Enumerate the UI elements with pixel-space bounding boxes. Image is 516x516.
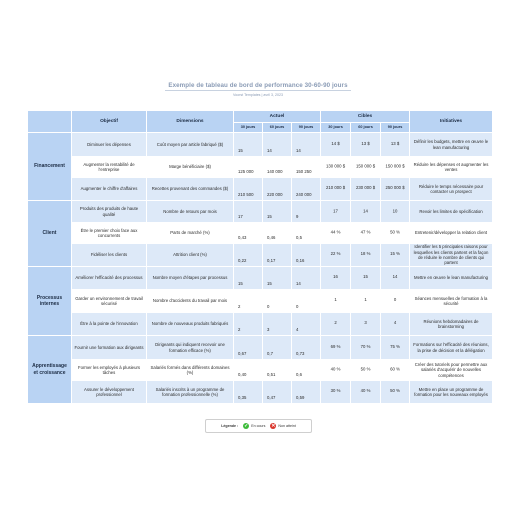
- table-row: [28, 201, 492, 222]
- actuel-cell: [263, 157, 291, 177]
- actuel-cell: [234, 313, 262, 335]
- cibles-cell: [321, 360, 350, 380]
- actuel-cell-value: 0,6: [296, 371, 302, 377]
- actuel-cell-value: 0,67: [238, 350, 247, 356]
- header-dimensions: Dimensions: [147, 111, 233, 132]
- legend-label: Légende :: [221, 424, 239, 428]
- legend-not-met: [270, 423, 295, 429]
- header-actuel: Actuel: [234, 111, 320, 122]
- table-row: [28, 290, 492, 312]
- table-row: [28, 133, 492, 156]
- check-icon: ✓: [244, 422, 249, 429]
- page-subtitle: Voorst Templates | avril 3, 2023: [232, 93, 283, 97]
- category-cell: Processus internes: [28, 267, 71, 335]
- header-blank: [28, 111, 71, 132]
- cibles-cell-value: 250 000 $: [385, 185, 405, 190]
- table-row: [28, 313, 492, 335]
- actuel-cell-value: 9: [296, 213, 299, 219]
- initiative-cell: Réduire les dépenses et augmenter les ventes: [410, 157, 492, 177]
- cibles-cell: [381, 244, 409, 266]
- initiative-cell: Revoir les limites de spécification: [410, 201, 492, 222]
- cibles-cell-value: 40 %: [330, 366, 341, 372]
- page-title: Exemple de tableau de bord de performance 30-60-90 jours: [168, 82, 348, 89]
- initiative-cell: Définir les budgets, mettre en œuvre le lean manufacturing: [410, 133, 492, 156]
- cibles-cell: [381, 381, 409, 403]
- actuel-cell: [292, 201, 320, 222]
- actuel-cell-value: 0,5: [296, 234, 302, 240]
- kpi-table-body: [28, 133, 492, 403]
- cibles-cell-value: 69 %: [330, 343, 341, 349]
- cibles-cell-value: 17: [333, 207, 338, 213]
- actuel-cell: [263, 360, 291, 380]
- cibles-cell-value: 15 %: [390, 251, 400, 256]
- actuel-cell: [292, 178, 320, 200]
- cibles-cell-value: 40 %: [360, 388, 371, 393]
- actuel-cell: [263, 223, 291, 243]
- objectif-cell: Fournir une formation aux dirigeants: [72, 336, 146, 359]
- actuel-cell: [234, 133, 262, 156]
- cibles-cell-value: 130 000 $: [325, 163, 346, 169]
- cibles-cell-value: 150 000 $: [355, 163, 376, 169]
- cibles-cell: [381, 133, 409, 156]
- cibles-cell-value: 1: [334, 297, 337, 302]
- actuel-cell: [234, 201, 262, 222]
- cibles-cell-value: 1: [364, 297, 367, 302]
- header-initiatives: Initiatives: [410, 111, 492, 132]
- cibles-cell: [351, 244, 380, 266]
- objectif-cell: Produits des produits de haute qualité: [72, 201, 146, 222]
- cibles-cell: [321, 178, 350, 200]
- table-row: [28, 336, 492, 359]
- actuel-cell-value: 0,7: [267, 350, 273, 356]
- legend-on-track-label: En cours: [251, 424, 266, 428]
- actuel-cell-value: 240 000: [296, 191, 312, 197]
- cibles-cell: [381, 360, 409, 380]
- actuel-cell: [292, 336, 320, 359]
- header-actuel-30: 30 jours: [234, 123, 262, 132]
- actuel-cell: [292, 381, 320, 403]
- actuel-cell: [263, 267, 291, 289]
- cibles-cell: [321, 223, 350, 243]
- dimension-cell: Recettes provenant des commandes ($): [147, 178, 233, 200]
- objectif-cell: Assurer le développement professionnel: [72, 381, 146, 403]
- kpi-table: [27, 110, 493, 404]
- cibles-cell-value: 44 %: [330, 229, 341, 235]
- cibles-cell: [351, 267, 380, 289]
- dimension-cell: Salariés formés dans différents domaines (%): [147, 360, 233, 380]
- initiative-cell: Créer des tutoriels pour permettre aux salariés d'acquérir de nouvelles compétences: [410, 360, 492, 380]
- table-row: [28, 223, 492, 243]
- cibles-cell-value: 50 %: [360, 366, 371, 372]
- cibles-cell: [321, 290, 350, 312]
- table-row: [28, 157, 492, 177]
- actuel-cell: [292, 157, 320, 177]
- objectif-cell: Former les employés à plusieurs tâches: [72, 360, 146, 380]
- cibles-cell-value: 13 $: [390, 140, 400, 146]
- objectif-cell: Augmenter la rentabilité de l'entreprise: [72, 157, 146, 177]
- actuel-cell-value: 140 000: [267, 168, 283, 174]
- actuel-cell-value: 14: [267, 147, 272, 153]
- actuel-cell: [234, 178, 262, 200]
- cibles-cell-value: 150 000 $: [385, 163, 405, 169]
- actuel-cell-value: 14: [296, 280, 301, 286]
- actuel-cell: [292, 290, 320, 312]
- actuel-cell: [234, 223, 262, 243]
- actuel-cell: [292, 313, 320, 335]
- cibles-cell: [321, 201, 350, 222]
- actuel-cell: [292, 223, 320, 243]
- actuel-cell-value: 2: [238, 303, 241, 309]
- actuel-cell-value: 0,73: [296, 350, 305, 356]
- cibles-cell-value: 16: [333, 274, 338, 279]
- initiative-cell: Formations sur l'efficacité des réunions, la prise de décision et la délégation: [410, 336, 492, 359]
- actuel-cell-value: 0,17: [267, 257, 276, 263]
- actuel-cell-value: 0,40: [238, 371, 247, 377]
- legend-not-met-label: Non atteint: [278, 424, 296, 428]
- actuel-cell: [263, 178, 291, 200]
- initiative-cell: Réduire le temps nécessaire pour contacter un prospect: [410, 178, 492, 200]
- actuel-cell-value: 4: [296, 326, 299, 332]
- cibles-cell-value: 14: [363, 207, 368, 213]
- cibles-cell-value: 3: [364, 320, 367, 325]
- actuel-cell-value: 17: [238, 213, 243, 219]
- actuel-cell: [234, 290, 262, 312]
- actuel-cell: [234, 157, 262, 177]
- actuel-cell: [234, 267, 262, 289]
- cibles-cell: [351, 336, 380, 359]
- table-row: [28, 178, 492, 200]
- actuel-cell-value: 0,46: [267, 234, 276, 240]
- cibles-cell: [381, 267, 409, 289]
- dimension-cell: Nombre de retours par mois: [147, 201, 233, 222]
- cibles-cell: [381, 336, 409, 359]
- cibles-cell: [321, 313, 350, 335]
- initiative-cell: Identifier les 5 principales raisons pour lesquelles les clients partent et la façon de réduire le nombre de clients qui partent: [410, 244, 492, 266]
- initiative-cell: Mettre en place un programme de formation pour les nouveaux employés: [410, 381, 492, 403]
- actuel-cell-value: 0,16: [296, 257, 305, 263]
- actuel-cell-value: 150 250: [296, 168, 312, 174]
- table-row: [28, 267, 492, 289]
- dimension-cell: Nombre moyen d'étapes par processus: [147, 267, 233, 289]
- title-divider: [165, 90, 351, 91]
- dimension-cell: Marge bénéficiaire ($): [147, 157, 233, 177]
- cibles-cell-value: 230 000 $: [355, 185, 376, 190]
- cibles-cell: [321, 336, 350, 359]
- dimension-cell: Attrition client (%): [147, 244, 233, 266]
- actuel-cell-value: 0,22: [238, 257, 247, 263]
- cibles-cell: [351, 178, 380, 200]
- actuel-cell-value: 0,51: [267, 371, 276, 377]
- actuel-cell: [263, 290, 291, 312]
- category-cell: Apprentissage et croissance: [28, 336, 71, 403]
- cibles-cell: [381, 157, 409, 177]
- actuel-cell: [263, 336, 291, 359]
- actuel-cell-value: 15: [238, 280, 243, 286]
- cibles-cell: [351, 201, 380, 222]
- cibles-cell: [381, 223, 409, 243]
- objectif-cell: Améliorer l'efficacité des processus: [72, 267, 146, 289]
- cibles-cell-value: 0: [393, 297, 397, 302]
- dimension-cell: Parts de marché (%): [147, 223, 233, 243]
- cibles-cell-value: 13 $: [361, 140, 370, 146]
- cibles-cell-value: 22 %: [330, 251, 341, 256]
- actuel-cell: [234, 360, 262, 380]
- cibles-cell: [321, 133, 350, 156]
- cibles-cell-value: 2: [334, 320, 337, 325]
- actuel-cell-value: 0: [296, 303, 299, 309]
- header-cibles-90: 90 jours: [381, 123, 409, 132]
- table-row: [28, 360, 492, 380]
- cibles-cell: [321, 244, 350, 266]
- legend: [205, 419, 312, 433]
- actuel-cell: [234, 381, 262, 403]
- cibles-cell: [351, 290, 380, 312]
- actuel-cell-value: 0,43: [238, 234, 247, 240]
- header-actuel-60: 60 jours: [263, 123, 291, 132]
- cibles-cell: [351, 157, 380, 177]
- cibles-cell-value: 50 %: [390, 229, 400, 235]
- actuel-cell-value: 15: [267, 280, 272, 286]
- dimension-cell: Coût moyen par article fabriqué ($): [147, 133, 233, 156]
- cibles-cell-value: 10: [392, 207, 398, 213]
- dimension-cell: Nombre d'accidents du travail par mois: [147, 290, 233, 312]
- table-row: [28, 381, 492, 403]
- cibles-cell: [381, 178, 409, 200]
- header-actuel-90: 90 jours: [292, 123, 320, 132]
- actuel-cell-value: 15: [267, 213, 272, 219]
- actuel-cell: [292, 244, 320, 266]
- header-cibles-30: 30 jours: [321, 123, 350, 132]
- cibles-cell: [351, 133, 380, 156]
- category-cell: Client: [28, 201, 71, 266]
- initiative-cell: Entretenir/développer la relation client: [410, 223, 492, 243]
- cross-icon: ✕: [271, 422, 276, 429]
- dimension-cell: Salariés inscrits à un programme de formation professionnelle (%): [147, 381, 233, 403]
- actuel-cell: [263, 133, 291, 156]
- actuel-cell-value: 14: [296, 147, 301, 153]
- actuel-cell-value: 3: [267, 326, 270, 332]
- actuel-cell-value: 0,35: [238, 394, 247, 400]
- actuel-cell: [234, 336, 262, 359]
- actuel-cell-value: 220 000: [267, 191, 283, 197]
- dimension-cell: Nombre de nouveaux produits fabriqués: [147, 313, 233, 335]
- initiative-cell: Réunions hebdomadaires de brainstorming: [410, 313, 492, 335]
- objectif-cell: Être le premier choix face aux concurrents: [72, 223, 146, 243]
- actuel-cell-value: 0,47: [267, 394, 276, 400]
- initiative-cell: Mettre en œuvre le lean manufacturing: [410, 267, 492, 289]
- cibles-cell: [321, 267, 350, 289]
- actuel-cell-value: 2: [238, 326, 241, 332]
- header-cibles: Cibles: [321, 111, 409, 122]
- cibles-cell-value: 14: [392, 274, 398, 279]
- cibles-cell-value: 70 %: [360, 343, 371, 349]
- cibles-cell: [321, 157, 350, 177]
- initiative-cell: Séances mensuelles de formation à la sécurité: [410, 290, 492, 312]
- actuel-cell: [263, 381, 291, 403]
- cibles-cell-value: 60 %: [390, 366, 400, 372]
- objectif-cell: Fidéliser les clients: [72, 244, 146, 266]
- actuel-cell: [263, 201, 291, 222]
- header-cibles-60: 60 jours: [351, 123, 380, 132]
- cibles-cell-value: 30 %: [330, 388, 341, 393]
- cibles-cell-value: 75 %: [390, 343, 400, 349]
- category-cell: Financement: [28, 133, 71, 200]
- actuel-cell: [263, 244, 291, 266]
- cibles-cell: [351, 223, 380, 243]
- cibles-cell: [381, 201, 409, 222]
- actuel-cell-value: 0,59: [296, 394, 305, 400]
- dimension-cell: Dirigeants qui indiquent recevoir une formation efficace (%): [147, 336, 233, 359]
- cibles-cell: [381, 313, 409, 335]
- cibles-cell: [351, 381, 380, 403]
- cibles-cell: [321, 381, 350, 403]
- actuel-cell-value: 125 000: [238, 168, 254, 174]
- actuel-cell-value: 210 500: [238, 191, 254, 197]
- cibles-cell-value: 14 $: [331, 140, 340, 146]
- cibles-cell: [351, 313, 380, 335]
- table-row: [28, 244, 492, 266]
- actuel-cell-value: 15: [238, 147, 243, 153]
- objectif-cell: Augmenter le chiffre d'affaires: [72, 178, 146, 200]
- cibles-cell-value: 15: [363, 274, 368, 279]
- cibles-cell: [351, 360, 380, 380]
- objectif-cell: Garder un environnement de travail sécurisé: [72, 290, 146, 312]
- actuel-cell: [292, 360, 320, 380]
- cibles-cell-value: 210 000 $: [325, 185, 346, 190]
- objectif-cell: Être à la pointe de l'innovation: [72, 313, 146, 335]
- actuel-cell: [263, 313, 291, 335]
- cibles-cell: [381, 290, 409, 312]
- actuel-cell: [234, 244, 262, 266]
- legend-on-track: [243, 423, 265, 429]
- cibles-cell-value: 47 %: [360, 229, 371, 235]
- cibles-cell-value: 4: [393, 320, 397, 325]
- header-objectif: Objectif: [72, 111, 146, 132]
- cibles-cell-value: 18 %: [360, 251, 371, 256]
- actuel-cell: [292, 267, 320, 289]
- actuel-cell-value: 0: [267, 303, 270, 309]
- actuel-cell: [292, 133, 320, 156]
- objectif-cell: Diminuer les dépenses: [72, 133, 146, 156]
- cibles-cell-value: 50 %: [390, 388, 400, 393]
